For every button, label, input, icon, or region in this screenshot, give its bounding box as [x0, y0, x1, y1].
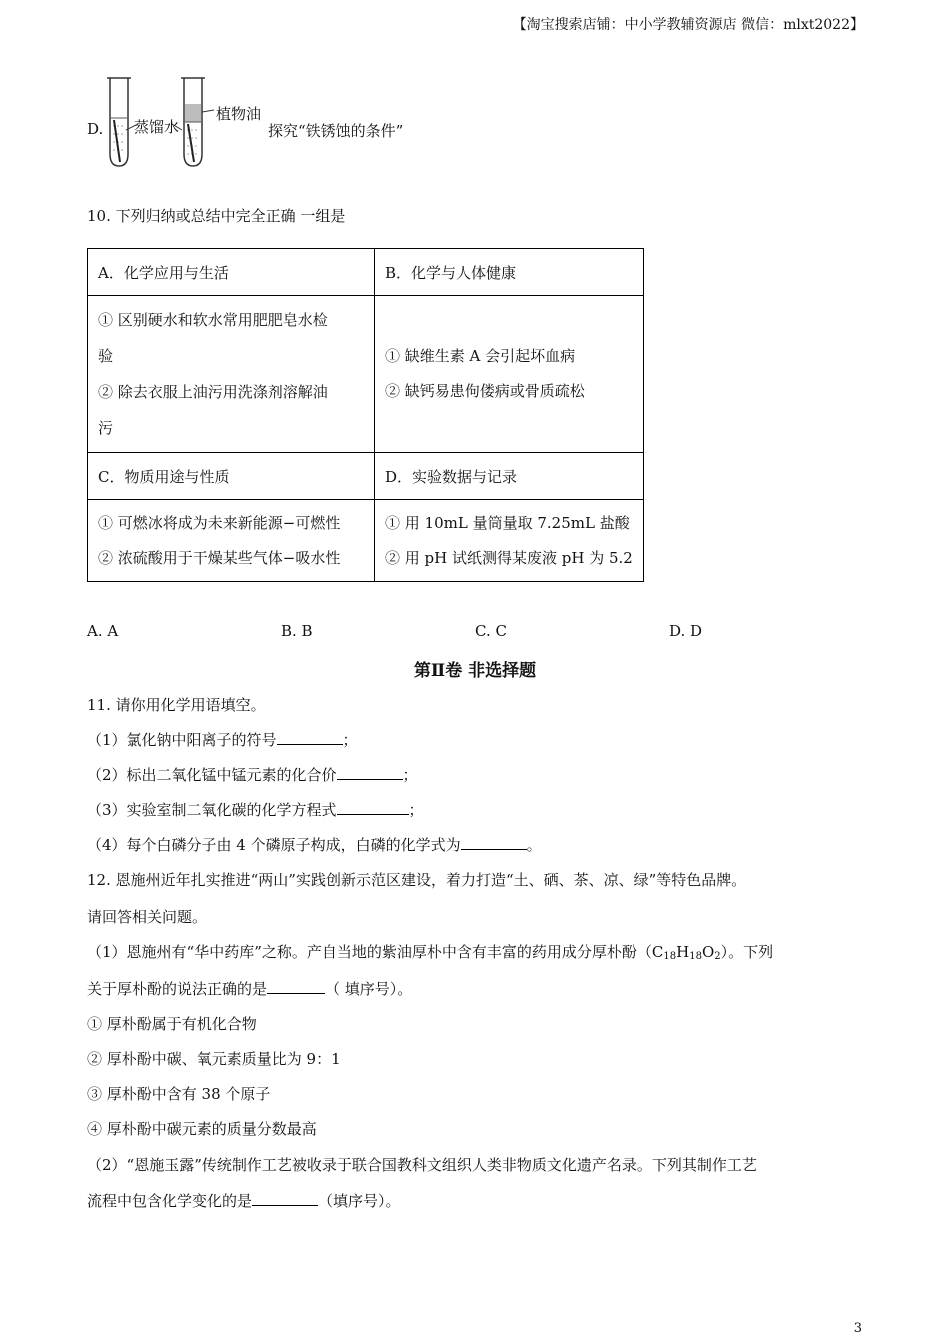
q11-part-4 [87, 834, 542, 855]
section-title: 第Ⅱ卷 非选择题 [413, 661, 537, 681]
label-vegetable-oil: 植物油 [216, 105, 262, 123]
text: O [701, 943, 715, 961]
q10-option-d[interactable]: D. D [669, 622, 703, 640]
q10-table [87, 248, 644, 582]
q10-option-b[interactable]: B. B [281, 622, 313, 640]
cell-d-head: D．实验数据与记录 [375, 453, 644, 500]
page-number: 3 [853, 1321, 862, 1336]
q11-p1-text: （1）氯化钠中阳离子的符号 [87, 731, 277, 749]
q12-part-1-line2 [87, 978, 412, 999]
subscript: 18 [663, 951, 677, 962]
text: （ 填序号）。 [325, 980, 413, 998]
label-distilled-water: 蒸馏水 [134, 118, 180, 136]
q11-part-2 [87, 764, 418, 785]
q10-option-c[interactable]: C. C [475, 622, 507, 640]
page-header: 【淘宝搜索店铺：中小学教辅资源店 微信：mlxt2022】 [512, 17, 864, 33]
answer-blank[interactable] [461, 835, 527, 850]
cell-c-line: ② 浓硫酸用于干燥某些气体−吸水性 [98, 548, 341, 567]
answer-blank[interactable] [267, 979, 325, 994]
cell-d-line: ② 用 pH 试纸测得某废液 pH 为 5.2 [385, 548, 633, 567]
cell-b-line: ① 缺维生素 A 会引起坏血病 [385, 347, 576, 365]
q12-option-4: ④ 厚朴酚中碳元素的质量分数最高 [87, 1120, 317, 1138]
punct: 。 [526, 836, 542, 854]
cell-a-line: 验 [98, 347, 114, 365]
text: （填序号）。 [318, 1192, 401, 1210]
q11-p2-text: （2）标出二氧化锰中锰元素的化合价 [87, 766, 337, 784]
subscript: 2 [714, 951, 721, 962]
q12-part-2-line2 [87, 1190, 401, 1211]
q9-option-d-text: 探究“铁锈蚀的条件” [268, 122, 404, 140]
cell-b-body [375, 296, 644, 453]
cell-a-line: ① 区别硬水和软水常用肥肥皂水检 [98, 311, 328, 329]
cell-c-head: C．物质用途与性质 [88, 453, 375, 500]
text: 流程中包含化学变化的是 [87, 1192, 253, 1210]
q12-stem-line1: 12. 恩施州近年扎实推进“两山”实践创新示范区建设，着力打造“土、硒、茶、凉、绿”等特色品牌。 [87, 871, 747, 889]
cell-a-body [88, 296, 375, 453]
q11-stem: 11. 请你用化学用语填空。 [87, 696, 266, 714]
text: ）。下列 [720, 943, 774, 961]
cell-b-line: ② 缺钙易患佝偻病或骨质疏松 [385, 382, 585, 400]
answer-blank[interactable] [337, 765, 403, 780]
cell-c-body [88, 500, 375, 582]
cell-d-body [375, 500, 644, 582]
q11-p4-text: （4）每个白磷分子由 4 个磷原子构成，白磷的化学式为 [87, 836, 461, 854]
q11-part-1 [87, 729, 358, 750]
cell-a-line: ② 除去衣服上油污用洗涤剂溶解油 [98, 383, 328, 401]
punct: ； [408, 801, 424, 819]
subscript: 18 [689, 951, 702, 962]
answer-blank[interactable] [277, 730, 343, 745]
q11-part-3 [87, 799, 424, 820]
q12-option-3: ③ 厚朴酚中含有 38 个原子 [87, 1085, 271, 1103]
punct: ； [342, 731, 358, 749]
cell-a-head: A．化学应用与生活 [88, 249, 375, 296]
text: 关于厚朴酚的说法正确的是 [87, 980, 268, 998]
punct: ； [402, 766, 418, 784]
answer-blank[interactable] [337, 800, 409, 815]
q11-p3-text: （3）实验室制二氧化碳的化学方程式 [87, 801, 337, 819]
cell-c-line: ① 可燃冰将成为未来新能源−可燃性 [98, 513, 341, 532]
cell-a-line: 污 [98, 419, 114, 437]
cell-d-line: ① 用 10mL 量筒量取 7.25mL 盐酸 [385, 513, 630, 532]
q12-option-2: ② 厚朴酚中碳、氧元素质量比为 9：1 [87, 1050, 341, 1068]
q12-part-2-line1: （2）“恩施玉露”传统制作工艺被收录于联合国教科文组织人类非物质文化遗产名录。下列其制作工艺 [87, 1156, 757, 1174]
q10-option-a[interactable]: A. A [87, 622, 119, 640]
q12-option-1: ① 厚朴酚属于有机化合物 [87, 1015, 257, 1033]
cell-b-head: B．化学与人体健康 [375, 249, 644, 296]
text: H [676, 943, 690, 961]
q10-stem: 10. 下列归纳或总结中完全正确 一组是 [87, 207, 346, 225]
q9-option-letter: D. [87, 120, 104, 138]
text: （1）恩施州有“华中药库”之称。产自当地的紫油厚朴中含有丰富的药用成分厚朴酚（C [87, 943, 664, 961]
q12-stem-line2: 请回答相关问题。 [87, 908, 208, 926]
test-tubes-figure [100, 74, 270, 174]
q12-part-1-line1 [87, 941, 773, 962]
answer-blank[interactable] [252, 1191, 318, 1206]
